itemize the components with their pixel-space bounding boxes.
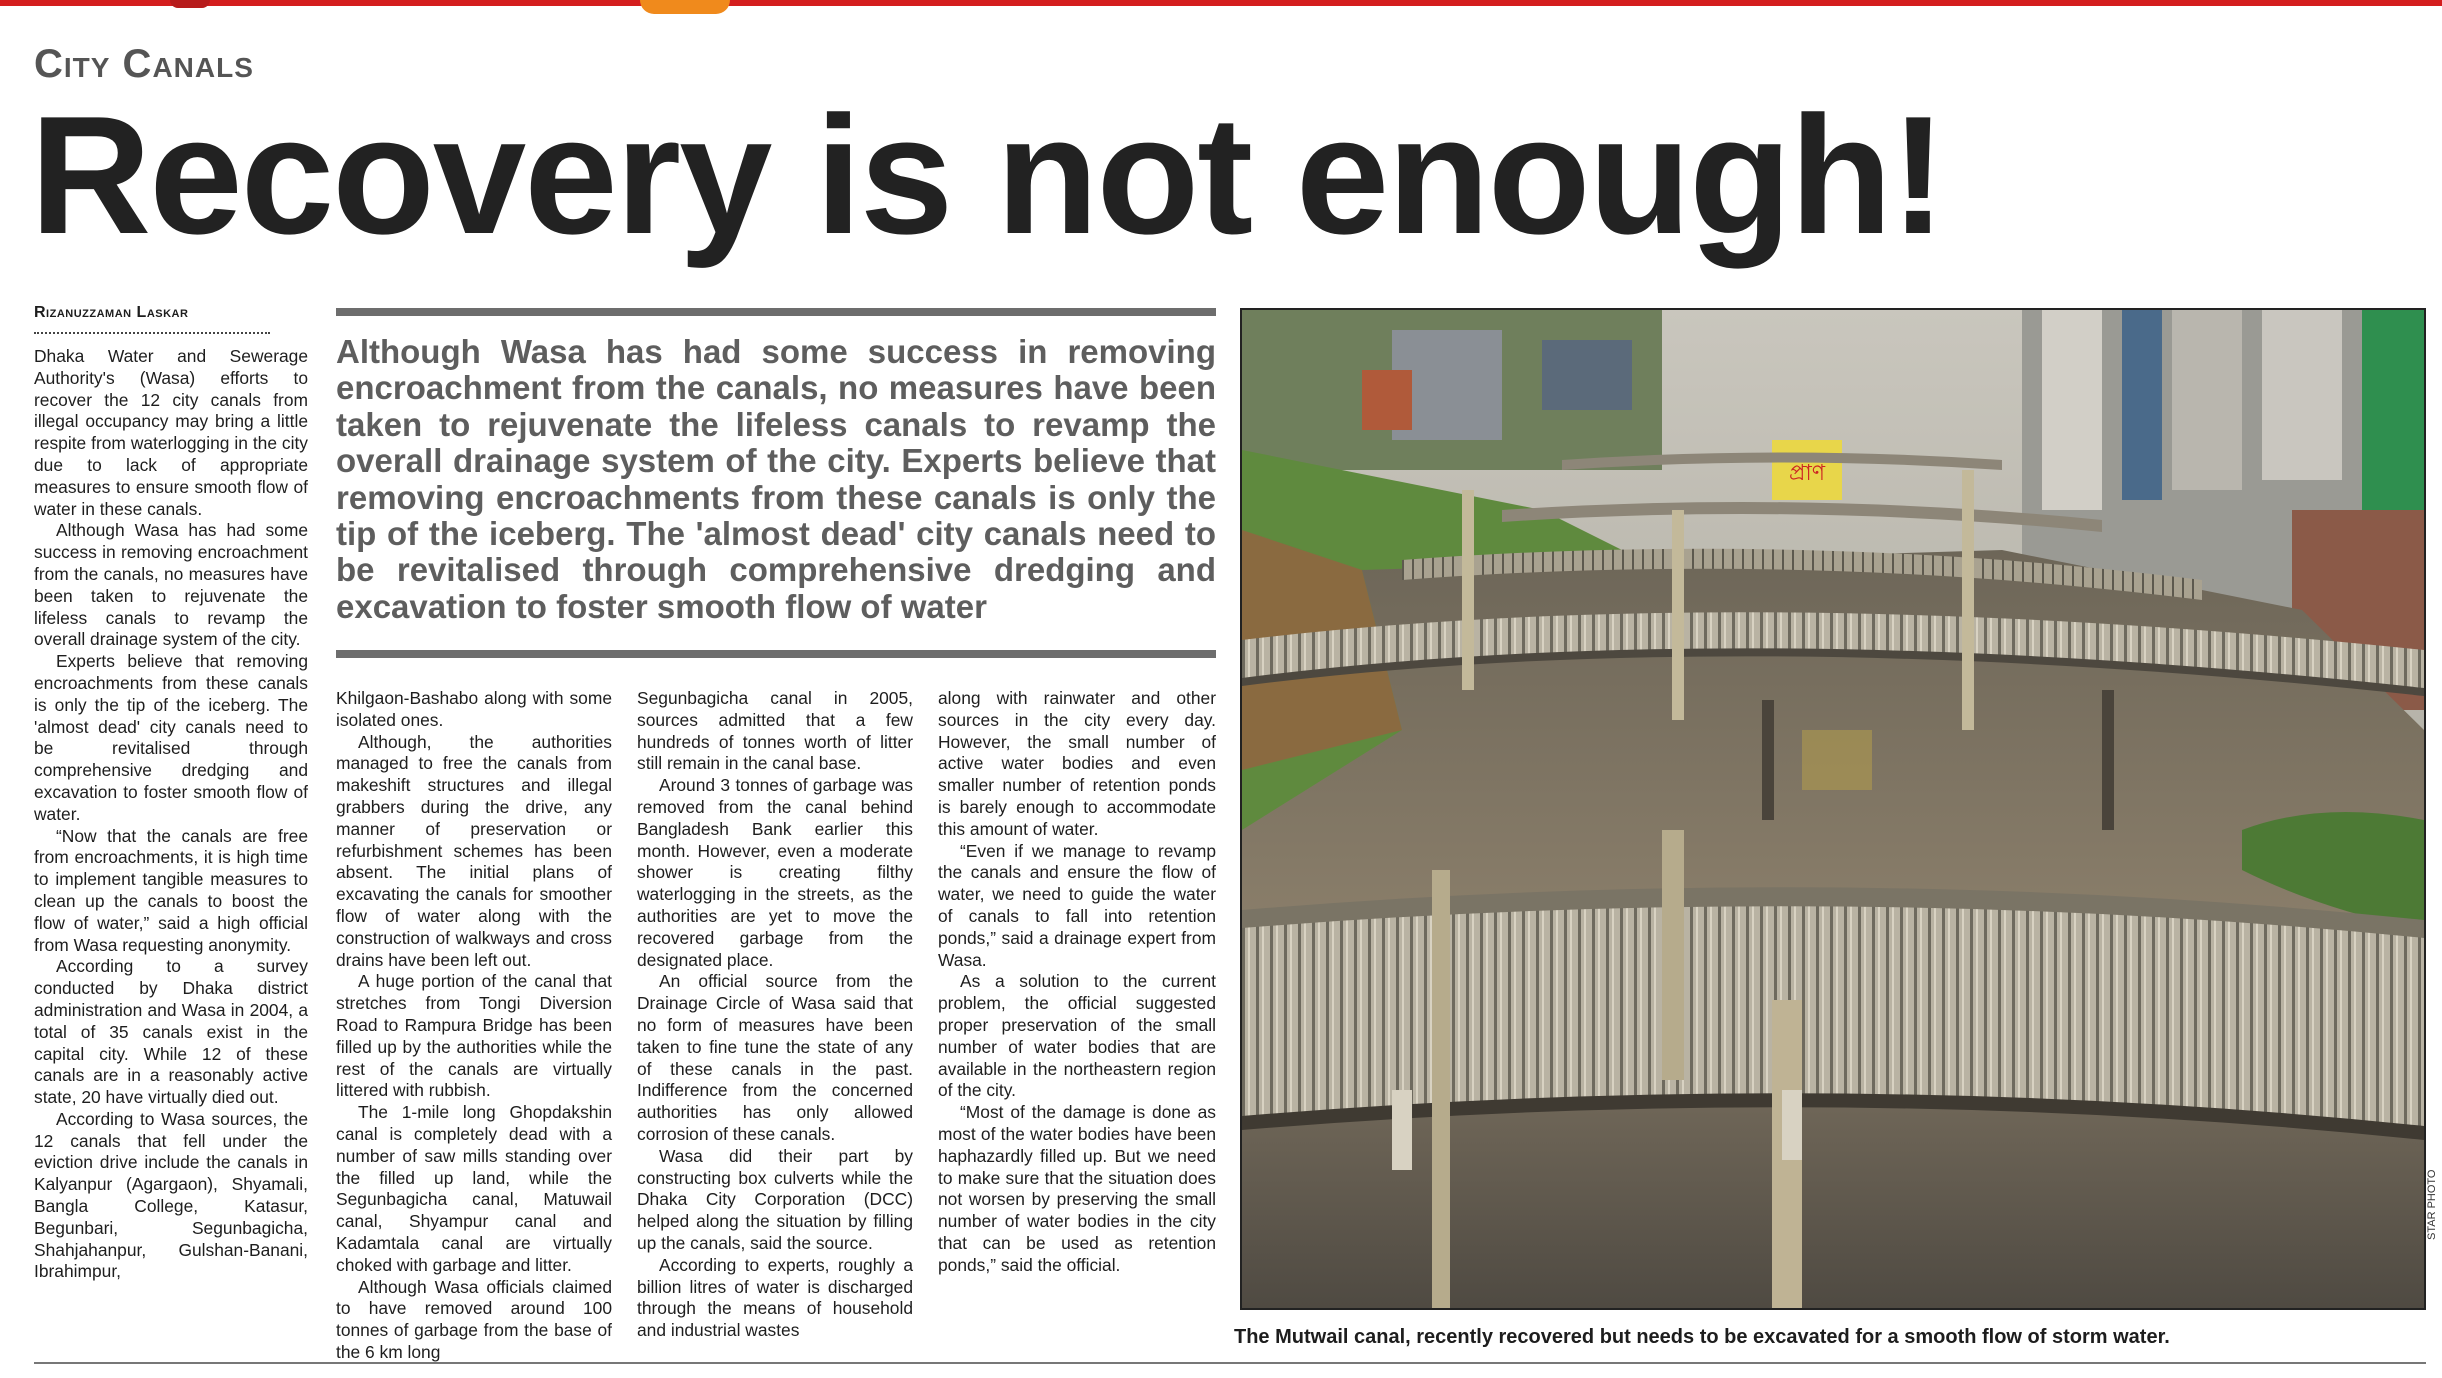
masthead-logo-fragment-orange: [640, 0, 730, 14]
paragraph: Khilgaon-Bashabo along with some isolated ones.: [336, 688, 612, 730]
paragraph: An official source from the Drainage Circle of Wasa said that no form of measures have been taken to fine tune the state of any of these canals in the past. Indifference from the concerned authorities has only allowed corrosion of these canals.: [637, 971, 913, 1144]
paragraph: According to experts, roughly a billion litres of water is discharged through the means of household and industrial wastes: [637, 1254, 913, 1341]
paragraph: Around 3 tonnes of garbage was removed from the canal behind Bangladesh Bank earlier this month. However, even a moderate shower is creating filthy waterlogging in the streets, as the authorities are yet to move the recovered garbage from the designated place.: [637, 775, 913, 970]
byline: Rizanuzzaman Laskar: [34, 304, 189, 321]
paragraph: A huge portion of the canal that stretches from Tongi Diversion Road to Rampura Bridge has been filled up by the authorities while the rest of the canals are virtually littered with rubbish.: [336, 971, 612, 1101]
canal-photo-illustration: [1242, 310, 2424, 1308]
byline-divider: [34, 332, 270, 334]
paragraph: “Most of the damage is done as most of the water bodies have been haphazardly filled up. But we need to make sure that the situation does not worsen by preserving the small number of water bodies in the city that can be used as retention ponds,” said the official.: [938, 1102, 1216, 1275]
paragraph: The 1-mile long Ghopdakshin canal is completely dead with a number of saw mills standing over the filled up land, while the Segunbagicha canal, Matuwail canal, Shyampur canal and Kadamtala canal are virtually choked with garbage and litter.: [336, 1102, 612, 1275]
paragraph: Wasa did their part by constructing box culverts while the Dhaka City Corporation (DCC) helped along the situation by filling up the canals, said the source.: [637, 1145, 913, 1253]
article-column-4: [938, 688, 1216, 1277]
paragraph: According to a survey conducted by Dhaka district administration and Wasa in 2004, a total of 35 canals exist in the capital city. While 12 of these canals are in a reasonably active state, 20 have virtually died out.: [34, 956, 308, 1108]
section-label: City Canals: [34, 42, 254, 86]
standfirst: Although Wasa has had some success in removing encroachment from the canals, no measures have been taken to rejuvenate the lifeless canals to revamp the overall drainage system of the city. Experts believe that removing encroachments from these canals is only the tip of the iceberg. The 'almost dead' city canals need to be revitalised through comprehensive dredging and excavation to foster smooth flow of water: [336, 333, 1216, 625]
paragraph: According to Wasa sources, the 12 canals that fell under the eviction drive include the canals in Kalyanpur (Agargaon), Shyamali, Bangla College, Katasur, Begunbari, Segunbagicha, Shahjahanpur, Gulshan-Banani, Ibrahimpur,: [34, 1108, 308, 1282]
paragraph: Segunbagicha canal in 2005, sources admitted that a few hundreds of tonnes worth of litter still remain in the canal base.: [637, 688, 913, 774]
photo-caption: The Mutwail canal, recently recovered but needs to be excavated for a smooth flow of storm water.: [1234, 1326, 2170, 1348]
bottom-rule: [34, 1362, 2426, 1364]
article-column-2: [336, 688, 612, 1364]
paragraph: “Now that the canals are free from encroachments, it is high time to implement tangible measures to clean up the canals to boost the flow of water,” said a high official from Wasa requesting anonymity.: [34, 825, 308, 955]
paragraph: Although Wasa has had some success in removing encroachment from the canals, no measures have been taken to rejuvenate the lifeless canals to revamp the overall drainage system of the city.: [34, 520, 308, 650]
canal-photo: [1240, 308, 2426, 1310]
article-column-1: [34, 346, 308, 1283]
standfirst-top-rule: [336, 308, 1216, 316]
paragraph: along with rainwater and other sources in the city every day. However, the small number of active water bodies and even smaller number of retention ponds is barely enough to accommodate this amount of water.: [938, 688, 1216, 839]
masthead-logo-fragment-red: [170, 0, 210, 8]
standfirst-bottom-rule: [336, 650, 1216, 658]
article-column-3: [637, 688, 913, 1342]
paragraph: “Even if we manage to revamp the canals and ensure the flow of water, we need to guide the water of canals to fall into retention ponds,” said a drainage expert from Wasa.: [938, 840, 1216, 970]
headline: Recovery is not enough!: [30, 81, 1945, 269]
paragraph: Dhaka Water and Sewerage Authority's (Wasa) efforts to recover the 12 city canals from illegal occupancy may bring a little respite from waterlogging in the city due to lack of appropriate measures to ensure smooth flow of water in these canals.: [34, 346, 308, 519]
shop-sign-text: প্রাণ: [1788, 461, 1826, 486]
paragraph: Although, the authorities managed to free the canals from makeshift structures and illegal grabbers during the drive, any manner of preservation or refurbishment schemes has been absent. The initial plans of excavating the canals for smoother flow of water along with the construction of walkways and cross drains have been left out.: [336, 731, 612, 970]
paragraph: Although Wasa officials claimed to have removed around 100 tonnes of garbage from the base of the 6 km long: [336, 1276, 612, 1362]
photo-credit: STAR PHOTO: [2426, 1169, 2438, 1240]
paragraph: As a solution to the current problem, the official suggested proper preservation of the small number of water bodies that are available in the northeastern region of the city.: [938, 971, 1216, 1101]
paragraph: Experts believe that removing encroachments from these canals is only the tip of the iceberg. The 'almost dead' city canals need to be revitalised through comprehensive dredging and excavation to foster smooth flow of water.: [34, 651, 308, 824]
top-color-bar: [0, 0, 2442, 6]
